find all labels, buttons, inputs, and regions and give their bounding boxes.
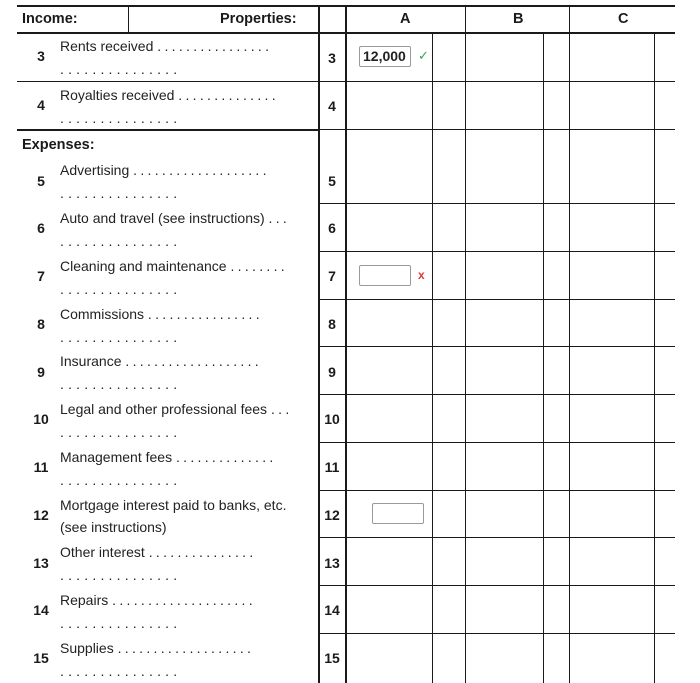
row-number: 6	[37, 220, 45, 236]
row-label: Other interest ...............	[60, 544, 257, 560]
grid-line	[318, 129, 675, 130]
row-leader-dots: ...............	[60, 329, 182, 345]
grid-line	[318, 537, 675, 538]
incorrect-x-icon: x	[418, 268, 425, 282]
row-leader-dots: ...............	[60, 567, 182, 583]
row-label-continued: (see instructions)	[60, 519, 167, 535]
row-number: 11	[33, 459, 49, 475]
grid-line	[318, 81, 675, 82]
line-number: 13	[324, 555, 340, 571]
line-number: 6	[328, 220, 336, 236]
line-number: 14	[324, 602, 340, 618]
grid-line	[17, 32, 358, 34]
line-number: 5	[328, 173, 336, 189]
column-b-header: B	[513, 11, 524, 27]
row-label: Repairs ....................	[60, 592, 256, 608]
line-number: 7	[328, 268, 336, 284]
cleaning-maintenance-input-a[interactable]	[359, 265, 411, 286]
row-label: Rents received ................	[60, 38, 273, 54]
row-label: Mortgage interest paid to banks, etc.	[60, 497, 287, 513]
line-number: 12	[324, 507, 340, 523]
row-number: 8	[37, 316, 45, 332]
row-label: Royalties received ..............	[60, 87, 279, 103]
row-label: Legal and other professional fees ...	[60, 401, 293, 417]
line-number: 4	[328, 98, 336, 114]
row-number: 14	[33, 602, 49, 618]
grid-line	[345, 5, 347, 683]
grid-line	[318, 251, 675, 252]
row-label: Management fees ..............	[60, 449, 277, 465]
row-number: 13	[33, 555, 49, 571]
grid-line	[128, 5, 129, 33]
grid-line	[318, 394, 675, 395]
row-label: Supplies ...................	[60, 640, 255, 656]
correct-check-icon: ✓	[418, 48, 429, 63]
row-leader-dots: ...............	[60, 376, 182, 392]
line-number: 11	[324, 459, 340, 475]
column-a-header: A	[400, 11, 411, 27]
row-number: 15	[33, 650, 49, 666]
line-number: 8	[328, 316, 336, 332]
row-leader-dots: ...............	[60, 281, 182, 297]
grid-line	[318, 633, 675, 634]
row-number: 3	[37, 48, 45, 64]
grid-line	[345, 32, 675, 34]
grid-line	[318, 346, 675, 347]
row-leader-dots: ...............	[60, 472, 182, 488]
mortgage-interest-input-a[interactable]	[372, 503, 424, 524]
column-c-header: C	[618, 11, 629, 27]
row-leader-dots: ...............	[60, 615, 182, 631]
row-label: Advertising ...................	[60, 162, 270, 178]
line-number: 15	[324, 650, 340, 666]
row-leader-dots: ...............	[60, 424, 182, 440]
row-leader-dots: ...............	[60, 233, 182, 249]
grid-line	[432, 33, 433, 683]
grid-line	[654, 33, 655, 683]
row-number: 5	[37, 173, 45, 189]
row-number: 9	[37, 364, 45, 380]
grid-line	[318, 203, 675, 204]
grid-line	[318, 585, 675, 586]
row-number: 12	[33, 507, 49, 523]
row-leader-dots: ...............	[60, 663, 182, 679]
grid-line	[465, 5, 466, 683]
row-number: 4	[37, 97, 45, 113]
line-number: 10	[324, 411, 340, 427]
grid-line	[318, 490, 675, 491]
grid-line	[17, 129, 319, 131]
grid-line	[543, 33, 544, 683]
properties-header: Properties:	[220, 11, 297, 27]
row-number: 10	[33, 411, 49, 427]
expenses-header: Expenses:	[22, 137, 95, 153]
row-label: Insurance ...................	[60, 353, 262, 369]
rents-received-input-a[interactable]: 12,000	[359, 46, 411, 67]
grid-line	[569, 5, 570, 683]
row-number: 7	[37, 268, 45, 284]
row-leader-dots: ...............	[60, 61, 182, 77]
grid-line	[318, 442, 675, 443]
line-number: 3	[328, 50, 336, 66]
row-label: Auto and travel (see instructions) ...	[60, 210, 291, 226]
grid-line	[318, 299, 675, 300]
income-header: Income:	[22, 11, 78, 27]
grid-line	[17, 81, 319, 82]
row-leader-dots: ...............	[60, 185, 182, 201]
row-leader-dots: ...............	[60, 110, 182, 126]
row-label: Commissions ................	[60, 306, 263, 322]
line-number: 9	[328, 364, 336, 380]
row-label: Cleaning and maintenance ........	[60, 258, 288, 274]
